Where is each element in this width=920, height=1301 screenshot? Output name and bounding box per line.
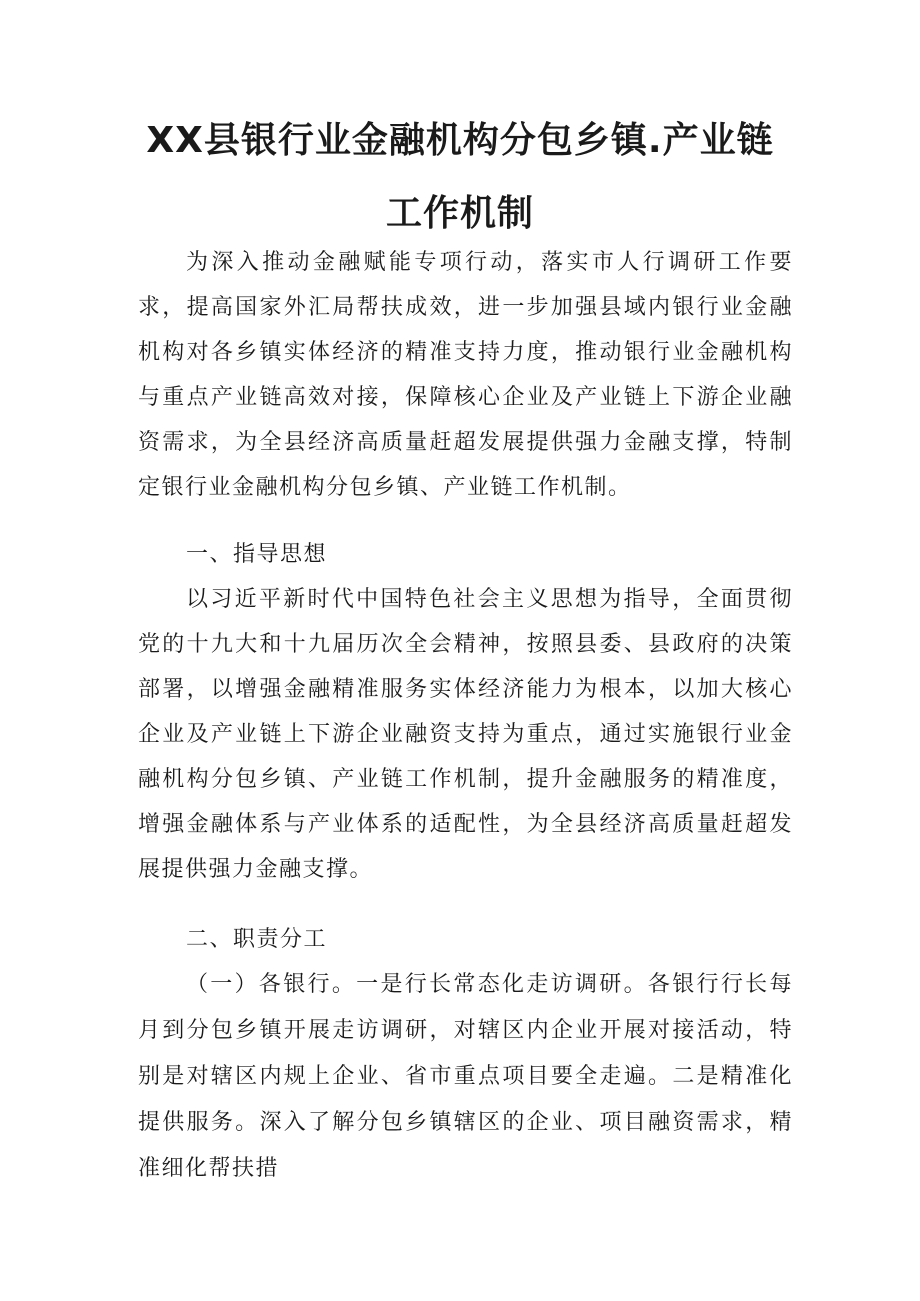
document-title-line-2: 工作机制	[385, 193, 534, 234]
intro-section	[138, 240, 793, 510]
section-2-heading: 二、职责分工	[186, 927, 328, 952]
section-1-heading-block	[138, 532, 793, 577]
section-1-heading: 一、指导思想	[186, 542, 328, 567]
section-1-body	[138, 577, 793, 892]
section-2-body	[138, 962, 793, 1192]
section-2-paragraph: （一）各银行。一是行长常态化走访调研。各银行行长每月到分包乡镇开展走访调研，对辖区内企业开展对接活动，特别是对辖区内规上企业、省市重点项目要全走遍。二是精准化提供服务。深入了解分包乡镇辖区的企业、项目融资需求，精准细化帮扶措	[138, 972, 793, 1181]
document-title-line-1: XX县银行业金融机构分包乡镇.产业链	[146, 120, 774, 161]
section-2-heading-block	[138, 917, 793, 962]
section-1-paragraph: 以习近平新时代中国特色社会主义思想为指导，全面贯彻党的十九大和十九届历次全会精神，按照县委、县政府的决策部署，以增强金融精准服务实体经济能力为根本，以加大核心企业及产业链上下游企业融资支持为重点，通过实施银行业金融机构分包乡镇、产业链工作机制，提升金融服务的精准度，增强金融体系与产业体系的适配性，为全县经济高质量赶超发展提供强力金融支撑。	[138, 587, 793, 882]
intro-paragraph: 为深入推动金融赋能专项行动，落实市人行调研工作要求，提高国家外汇局帮扶成效，进一步加强县域内银行业金融机构对各乡镇实体经济的精准支持力度，推动银行业金融机构与重点产业链高效对接，保障核心企业及产业链上下游企业融资需求，为全县经济高质量赶超发展提供强力金融支撑，特制定银行业金融机构分包乡镇、产业链工作机制。	[138, 250, 793, 500]
